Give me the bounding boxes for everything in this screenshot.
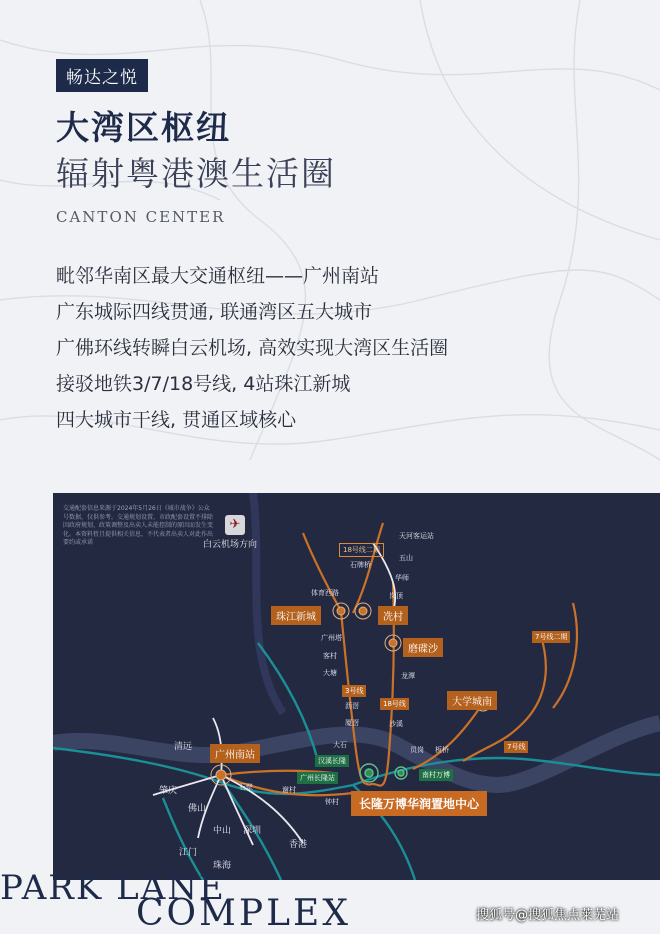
- hub-zhujiang: 珠江新城: [271, 606, 321, 625]
- city-label: 清远: [174, 742, 193, 752]
- city-label: 江门: [179, 848, 198, 858]
- station-label: 沙溪: [389, 720, 403, 728]
- station-label: 石壁: [239, 783, 253, 791]
- line-tag-18: 18号线: [380, 698, 409, 710]
- hub-hanxi: 汉溪长隆: [315, 755, 349, 767]
- station-label: 大塘: [323, 669, 337, 677]
- hub-changlong: 广州长隆站: [297, 772, 338, 784]
- station-label: 广州塔: [321, 634, 342, 642]
- city-label: 香港: [289, 840, 308, 850]
- hub-nancun: 南村万博: [419, 769, 453, 781]
- feature-item: 广东城际四线贯通, 联通湾区五大城市: [56, 301, 373, 323]
- project-center-label: 长隆万博华润置地中心: [351, 791, 487, 816]
- feature-item: 广佛环线转瞬白云机场, 高效实现大湾区生活圈: [56, 337, 449, 359]
- line-tag-7-2: 7号线二期: [532, 631, 570, 643]
- station-label: 石牌桥: [350, 561, 371, 569]
- hub-xiancun: 冼村: [378, 606, 408, 625]
- hub-modiesha: 磨碟沙: [403, 638, 443, 657]
- feature-item: 四大城市干线, 贯通区域核心: [56, 409, 297, 431]
- station-label: 五山: [399, 554, 413, 562]
- city-label: 珠海: [213, 861, 232, 871]
- station-label: 沥滘: [345, 702, 359, 710]
- english-subtitle: CANTON CENTER: [56, 208, 226, 226]
- station-label: 华师: [395, 574, 409, 582]
- station-label: 大石: [333, 741, 347, 749]
- map-disclaimer: 交通配套信息来源于2024年5月26日《城市战争》公众号数据，仅供参考。交通规划设置、市政配套设置不排除因政府规划、政策调整及出卖人未能控制的原因而发生变化。本资料暂且提供相关信息，不代表者出卖人对此作出要约或承诺: [63, 505, 214, 546]
- feature-list: [56, 258, 616, 438]
- page-subtitle-cn: 辐射粤港澳生活圈: [56, 154, 336, 193]
- station-label: 员岗: [410, 746, 424, 754]
- station-label: 板桥: [435, 746, 449, 754]
- hub-daxuecheng: 大学城南: [447, 691, 497, 710]
- airplane-icon: ✈: [225, 515, 245, 535]
- station-label: 体育西路: [311, 589, 339, 597]
- line-tag-18-2: 18号线二期: [339, 543, 384, 557]
- station-label: 客村: [323, 652, 337, 660]
- line-tag-3: 3号线: [342, 685, 366, 697]
- city-label: 佛山: [188, 804, 207, 814]
- section-tag: 畅达之悦: [56, 59, 148, 92]
- city-label: 肇庆: [159, 786, 178, 796]
- transit-map: [53, 493, 660, 880]
- line-tag-7: 7号线: [504, 741, 528, 753]
- station-label: 龙潭: [401, 672, 415, 680]
- page-title: 大湾区枢纽: [56, 108, 231, 147]
- source-watermark: 搜狐号@搜狐焦点莱芜站: [476, 908, 620, 923]
- station-label: 岗顶: [389, 592, 403, 600]
- feature-item: 接驳地铁3/7/18号线, 4站珠江新城: [56, 373, 351, 395]
- station-label: 钟村: [325, 798, 339, 806]
- hub-guangzhounan: 广州南站: [210, 744, 260, 763]
- station-label: 谢村: [282, 786, 296, 794]
- city-label: 中山: [213, 826, 232, 836]
- station-label: 厦滘: [345, 719, 359, 727]
- brand-line-2: COMPLEX: [136, 893, 351, 934]
- feature-item: 毗邻华南区最大交通枢纽——广州南站: [56, 265, 380, 287]
- city-label: 深圳: [243, 826, 262, 836]
- station-label: 天河客运站: [399, 532, 434, 540]
- brand-line-1: PARK LANE: [0, 868, 226, 908]
- airport-label: 白云机场方向: [203, 540, 258, 550]
